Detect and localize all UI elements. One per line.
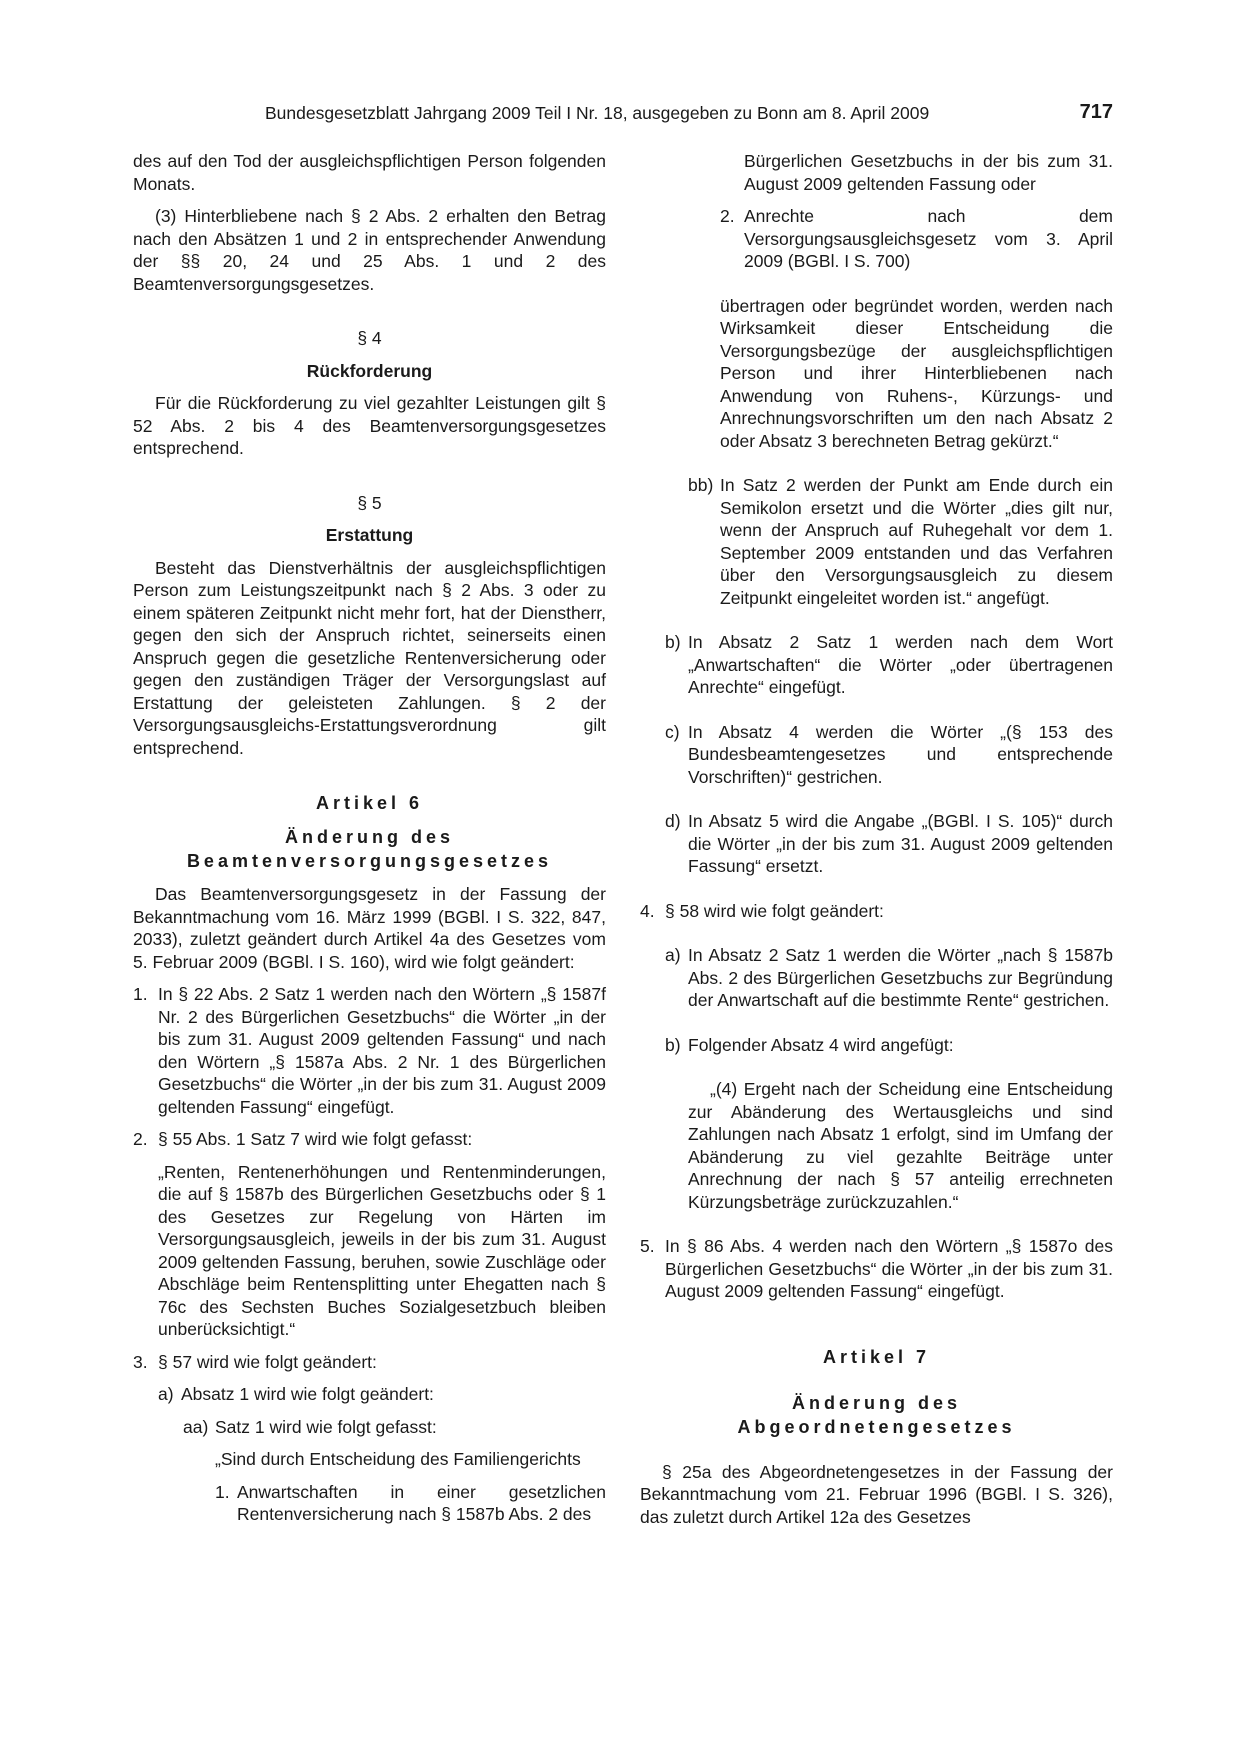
list-item (640, 1034, 1113, 1057)
list-label: 2. (720, 206, 735, 226)
section-number: § 5 (357, 492, 382, 513)
article-title: Änderung des (284, 827, 454, 847)
section-number: § 4 (357, 328, 382, 348)
list-item (640, 944, 1113, 1012)
list-text: Folgender Absatz 4 wird angefügt: (688, 1034, 954, 1055)
list-item (133, 1481, 606, 1526)
paragraph: § 25a des Abgeordnetengesetzes in der Fassung der Bekanntmachung vom 21. Februar 1996 (BGBl. I S. 326), das zuletzt durch Artikel 12a des Gesetzes (640, 1461, 1113, 1527)
paragraph: (3) Hinterbliebene nach § 2 Abs. 2 erhalten den Betrag nach den Absätzen 1 und 2 in entsprechender Anwendung der §§ 20, 24 und 25 Abs. 1 und 2 des Beamtenversorgungsgesetzes. (133, 206, 606, 294)
list-label: 5. (640, 1236, 655, 1256)
right-column (640, 150, 1113, 1528)
page-header (133, 101, 1113, 131)
quoted-text: „(4) Ergeht nach der Scheidung eine Entscheidung zur Abänderung des Wertausgleichs und sind Zahlungen nach Absatz 1 erfolgt, sind im Umfang der Abänderung zu viel gezahlte Beiträge unter Anrechnung der nach § 57 anteilig errechneten Kürzungsbeträge zurückzuzahlen.“ (688, 1079, 1113, 1212)
header-title: Bundesgesetzblatt Jahrgang 2009 Teil I Nr. 18, ausgegeben zu Bonn am 8. April 2009 (265, 103, 930, 123)
list-item (133, 1351, 606, 1374)
list-label: c) (665, 721, 680, 742)
list-text: In Absatz 4 werden die Wörter „(§ 153 des Bundesbeamtengesetzes und entsprechende Vorschriften)“ gestrichen. (688, 721, 1113, 787)
list-item (640, 631, 1113, 699)
list-text: In § 22 Abs. 2 Satz 1 werden nach den Wörtern „§ 1587f Nr. 2 des Bürgerlichen Gesetzbuchs“ die Wörter „in der bis zum 31. August 2009 geltenden Fassung“ und nach den Wörtern „§ 1587a Abs. 2 Nr. 1 des Bürgerlichen Gesetzbuchs“ die Wörter „in der bis zum 31. August 2009 geltenden Fassung“ eingefügt. (158, 984, 606, 1117)
list-label: 2. (133, 1129, 148, 1149)
left-column (133, 150, 606, 1526)
list-item (640, 205, 1113, 273)
list-label: d) (665, 811, 681, 831)
list-text: In § 86 Abs. 4 werden nach den Wörtern „§ 1587o des Bürgerlichen Gesetzbuchs“ die Wörter „in der bis zum 31. August 2009 geltenden Fassung“ eingefügt. (665, 1236, 1113, 1301)
paragraph: Für die Rückforderung zu viel gezahlter Leistungen gilt § 52 Abs. 2 bis 4 des Beamtenversorgungsgesetzes entsprechend. (133, 393, 606, 458)
list-text: In Satz 2 werden der Punkt am Ende durch ein Semikolon ersetzt und die Wörter „dies gilt nur, wenn der Anspruch auf Ruhegehalt vor dem 1. September 2009 entstanden und das Verfahren über den Versorgungsausgleich zu diesem Zeitpunkt eingeleitet worden ist.“ angefügt. (720, 475, 1113, 608)
list-item (640, 721, 1113, 789)
list-label: 4. (640, 900, 655, 921)
list-label: aa) (183, 1416, 209, 1437)
list-text: Satz 1 wird wie folgt gefasst: (215, 1416, 437, 1437)
list-label: a) (665, 945, 681, 965)
section-title: Rückforderung (306, 360, 433, 381)
list-item (640, 474, 1113, 609)
list-label: 1. (215, 1481, 230, 1502)
list-text: § 55 Abs. 1 Satz 7 wird wie folgt gefasst: (158, 1129, 473, 1149)
list-item (133, 1383, 606, 1406)
list-item (133, 1128, 606, 1151)
paragraph: Bürgerlichen Gesetzbuchs in der bis zum 31. August 2009 geltenden Fassung oder (744, 151, 1113, 194)
quoted-text: „Sind durch Entscheidung des Familiengerichts (215, 1449, 581, 1469)
list-label: a) (158, 1384, 174, 1404)
article-title: Abgeordnetengesetzes (737, 1416, 1016, 1437)
page-number: 717 (1079, 101, 1113, 123)
list-label: 1. (133, 984, 148, 1004)
list-text: In Absatz 2 Satz 1 werden die Wörter „nach § 1587b Abs. 2 des Bürgerlichen Gesetzbuchs zur Begründung der Anwartschaft auf die bestimmte Rente“ gestrichen. (688, 945, 1113, 1010)
list-item (133, 983, 606, 1118)
list-text: § 58 wird wie folgt geändert: (665, 900, 884, 921)
paragraph: übertragen oder begründet worden, werden nach Wirksamkeit dieser Entscheidung die Versorgungsbezüge der ausgleichspflichtigen Person und ihrer Hinterbliebenen nach Anwendung von Ruhens-, Kürzungs- und Anrechnungsvorschriften um den nach Absatz 2 oder Absatz 3 berechneten Betrag gekürzt.“ (720, 295, 1113, 451)
paragraph: Besteht das Dienstverhältnis der ausgleichspflichtigen Person zum Leistungszeitpunkt nach § 2 Abs. 3 oder zu einem späteren Zeitpunkt nicht mehr fort, hat der Dienstherr, gegen den sich der Anspruch richtet, seinerseits einen Anspruch gegen die gesetzliche Rentenversicherung oder gegen den zuständigen Träger der Versorgungslast auf Erstattung der geleisteten Zahlungen. § 2 der Versorgungsausgleichs-Erstattungsverordnung gilt entsprechend. (133, 557, 606, 758)
list-text: § 57 wird wie folgt geändert: (158, 1351, 377, 1372)
list-text: In Absatz 2 Satz 1 werden nach dem Wort „Anwartschaften“ die Wörter „oder übertragenen Anrechte“ eingefügt. (688, 632, 1113, 697)
list-text: In Absatz 5 wird die Angabe „(BGBl. I S. 105)“ durch die Wörter „in der bis zum 31. August 2009 geltenden Fassung“ ersetzt. (688, 811, 1113, 876)
list-label: b) (665, 632, 681, 652)
list-label: 3. (133, 1351, 148, 1372)
list-label: b) (665, 1034, 681, 1055)
quoted-text: „Renten, Rentenerhöhungen und Rentenminderungen, die auf § 1587b des Bürgerlichen Gesetzbuchs oder § 1 des Gesetzes zur Regelung von Härten im Versorgungsausgleich, jeweils in der bis zum 31. August 2009 geltenden Fassung, beruhen, sowie Zuschläge oder Abschläge beim Rentensplitting unter Ehegatten nach § 76c des Sechsten Buches Sozialgesetzbuch bleiben unberücksichtigt.“ (158, 1161, 606, 1339)
list-text: Anrechte nach dem Versorgungsausgleichsgesetz vom 3. April 2009 (BGBl. I S. 700) (744, 206, 1113, 271)
paragraph: Das Beamtenversorgungsgesetz in der Fassung der Bekanntmachung vom 16. März 1999 (BGBl. I S. 322, 847, 2033), zuletzt geändert durch Artikel 4a des Gesetzes vom 5. Februar 2009 (BGBl. I S. 160), wird wie folgt geändert: (133, 884, 606, 972)
article-label: Artikel 7 (822, 1346, 931, 1367)
article-title: Beamtenversorgungsgesetzes (186, 851, 553, 871)
list-item (640, 1235, 1113, 1303)
list-label: bb) (688, 475, 714, 495)
article-title: Änderung des (791, 1392, 961, 1413)
section-title: Erstattung (325, 525, 414, 545)
list-item (640, 900, 1113, 923)
list-item (640, 810, 1113, 878)
list-text: Anwartschaften in einer gesetzlichen Rentenversicherung nach § 1587b Abs. 2 des (237, 1481, 606, 1524)
article-label: Artikel 6 (315, 793, 424, 813)
list-item (133, 1416, 606, 1439)
paragraph: des auf den Tod der ausgleichspflichtigen Person folgenden Monats. (133, 151, 606, 194)
list-text: Absatz 1 wird wie folgt geändert: (181, 1384, 434, 1404)
